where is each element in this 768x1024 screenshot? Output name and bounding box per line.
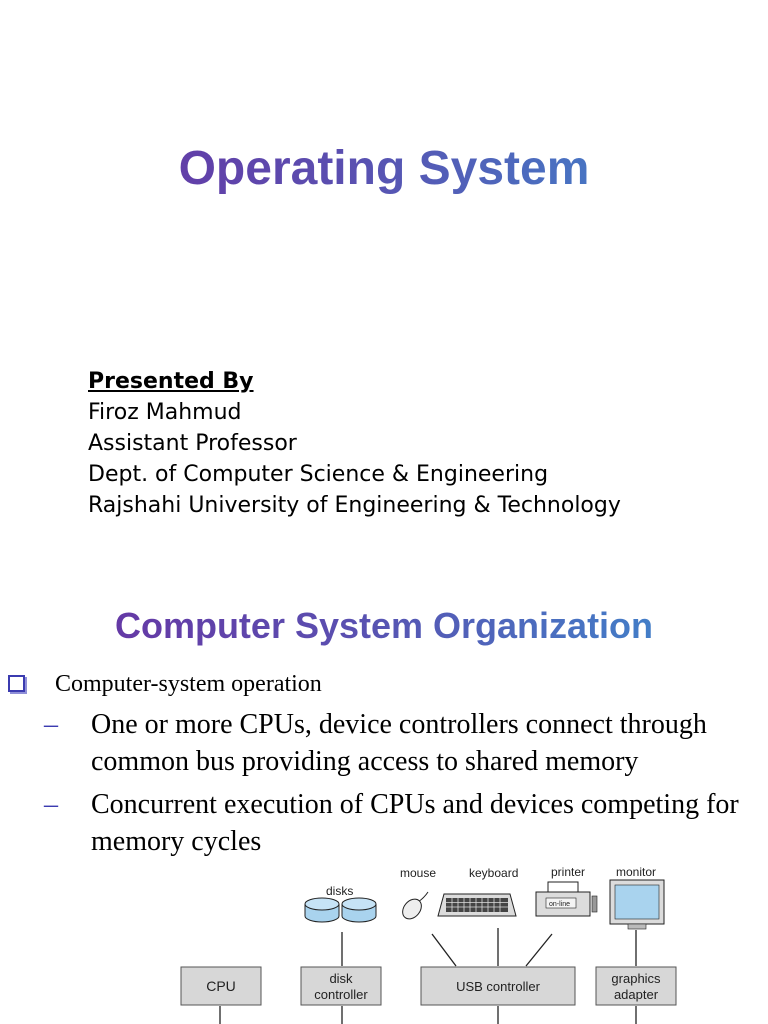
cpu-label: CPU: [206, 978, 236, 994]
presenter-position: Assistant Professor: [88, 431, 297, 456]
usb-controller-label: USB controller: [456, 979, 540, 994]
slide-title: Operating System: [0, 140, 768, 198]
system-organization-diagram: [180, 858, 680, 1024]
main-bullet-text: Computer-system operation: [55, 671, 322, 697]
disk-controller-box: [301, 967, 381, 1005]
disk-controller-label-line2: controller: [314, 987, 368, 1002]
sub-bullet-text: One or more CPUs, device controllers connect through common bus providing access to shared memory: [91, 709, 707, 777]
disk-controller-label-line1: disk: [329, 971, 353, 986]
monitor-label: monitor: [616, 865, 657, 879]
presented-by-heading: Presented By: [88, 369, 254, 394]
mouse-label: mouse: [400, 866, 437, 880]
printer-icon: [536, 882, 597, 916]
printer-line: [526, 934, 552, 966]
section-title: Computer System Organization: [0, 604, 768, 648]
presenter-name: Firoz Mahmud: [88, 400, 242, 425]
keyboard-icon: [438, 894, 516, 916]
monitor-icon: [610, 880, 664, 929]
checkbox-bullet-icon: [8, 675, 25, 692]
disks-icon: [305, 898, 376, 922]
dash-bullet-icon: –: [44, 789, 58, 820]
mouse-line: [432, 934, 456, 966]
presenter-university: Rajshahi University of Engineering & Technology: [88, 493, 621, 518]
cpu-box: [181, 967, 261, 1005]
diagram-canvas: [180, 858, 680, 1024]
dash-bullet-icon: –: [44, 709, 58, 740]
sub-bullet-text: Concurrent execution of CPUs and devices competing for memory cycles: [91, 789, 739, 857]
presenter-block: [88, 366, 621, 521]
graphics-adapter-label-line1: graphics: [611, 971, 661, 986]
mouse-icon: [399, 892, 428, 923]
presenter-department: Dept. of Computer Science & Engineering: [88, 462, 549, 487]
keyboard-label: keyboard: [469, 866, 519, 880]
main-bullet: [8, 668, 322, 700]
printer-label: printer: [551, 865, 586, 879]
sub-bullet: [44, 706, 751, 780]
printer-online-label: on-line: [549, 901, 571, 908]
graphics-adapter-label-line2: adapter: [613, 987, 659, 1002]
disks-label: disks: [326, 884, 354, 898]
sub-bullet: [44, 786, 751, 860]
graphics-adapter-box: [596, 967, 676, 1005]
usb-controller-box: [421, 967, 575, 1005]
